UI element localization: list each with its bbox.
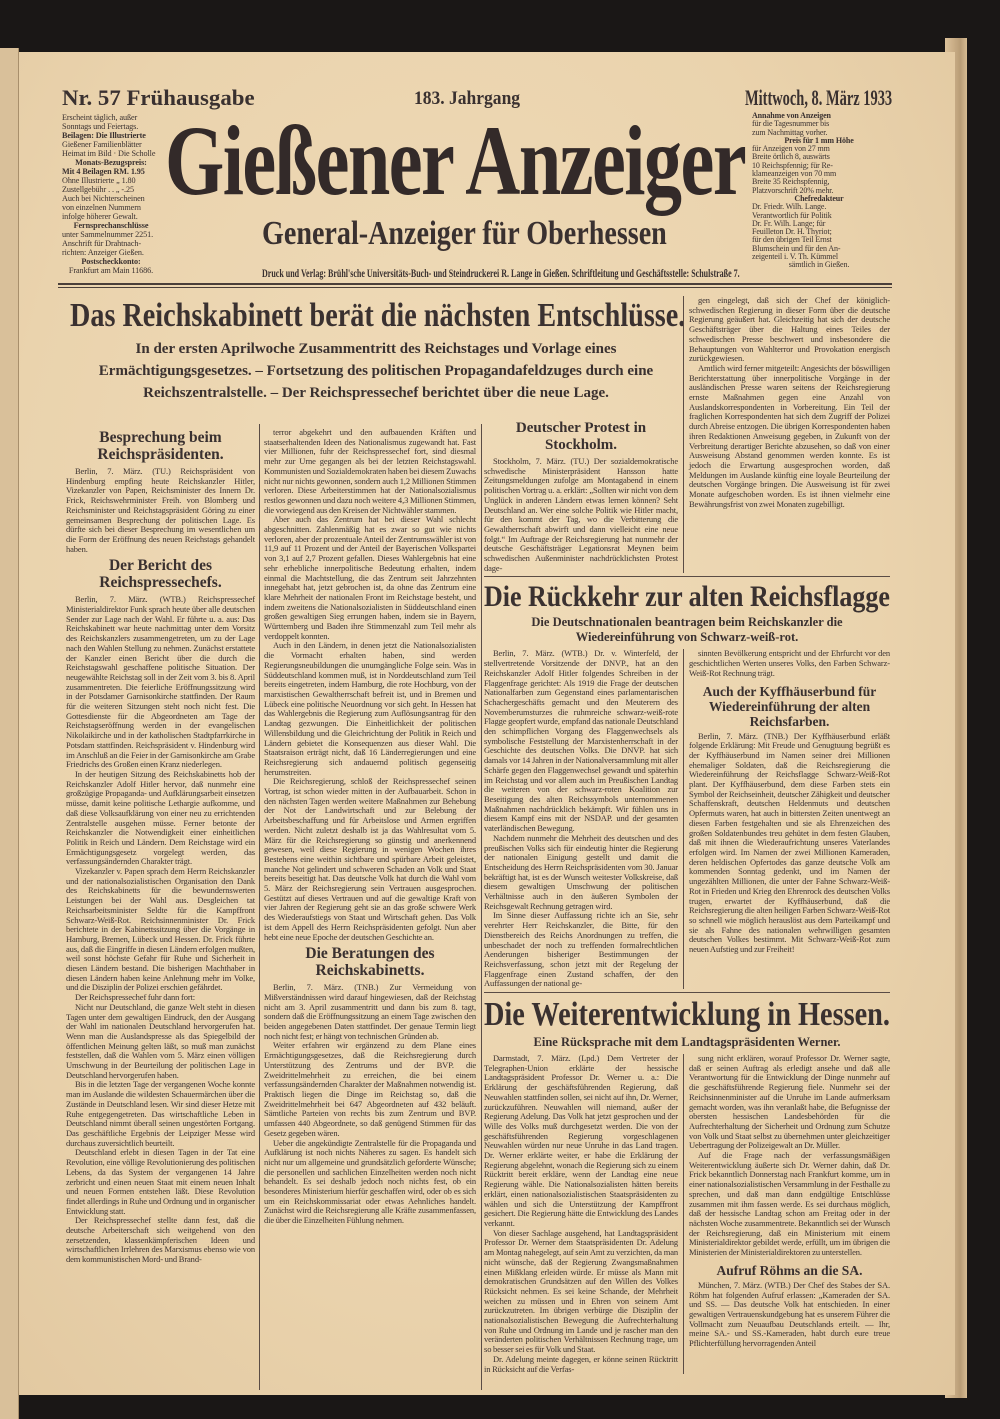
info-line: Frankfurt am Main 11686. bbox=[68, 266, 154, 275]
info-line: für den übrigen Teil Ernst bbox=[752, 235, 832, 245]
info-line: Postscheckkonto: bbox=[81, 257, 141, 266]
article-heading: Der Bericht des Reichspressechefs. bbox=[99, 557, 222, 592]
info-line: Anschrift für Drahtnach- bbox=[62, 239, 141, 248]
info-line: Heimat im Bild · Die Scholle bbox=[62, 149, 156, 158]
info-line: für die Tagesnummer bis bbox=[752, 119, 830, 129]
info-line: sämtlich in Gießen. bbox=[788, 260, 850, 270]
paragraph: Berlin, 7. März. (WTB.) Dr. v. Winterfeld, der stellvertretende Vorsitzende der DNVP., hat an den Reichskanzler Adolf Hitler folgendes Schreiben in der Flaggenfrage gerichtet: Als 1919 die Frage der deutschen Nationalfarben zum Gegenstand eines parlamentarischen Schachergeschäfts gemacht und den Meuterern des Novemberumsturzes die ruhmreiche schwarz-weiß-rote Flagge geopfert wurde, empfand das nationale Deutschland den schimpflichen Vorgang des Flaggenwechsels als symbolische Feststellung der Marxistenherrschaft in der Geschichte des deutschen Volks. Die DNVP. hat sich damals vor 14 Jahren in der Nationalversammlung mit aller Schärfe gegen den Flaggenwechsel gewandt und späterhin im Reichstag und vor allem auch im Preußischen Landtag die weiteren von der schwarz-roten Koalition zur Beseitigung des alten Reichssymbols unternommenen Maßnahmen nachdrücklich bekämpft. Wir fühlen uns in diesem Kampf eins mit der NSDAP. und der gesamten vaterländischen Bewegung. bbox=[484, 648, 678, 834]
paragraph: Berlin, 7. März. (TNB.) Zur Vermeidung von Mißverständnissen wird darauf hingewiesen, daß der Reichstag nicht am 3. April zusammentritt und dann bis zum 8. tagt, sondern daß die Eröffnungssitzung an einem Tage zwischen den beiden angegebenen Daten stattfindet. Der genaue Termin liegt noch nicht fest; er hängt von technischen Gründen ab. bbox=[264, 982, 476, 1041]
paragraph: Ueber die angekündigte Zentralstelle für die Propaganda und Aufklärung ist noch nichts Näheres zu sagen. Es handelt sich nicht nur um allgemeine und grundsätzlich geforderte Wünsche; die personellen und sachlichen Einzelheiten werden noch nicht behandelt. Es sei deshalb jedoch noch nichts fest, ob ein besonderes Ministerium hierfür geschaffen wird, oder ob es sich um ein Reichskommissariat oder etwas Aehnliches handelt. Zunächst wird die Reichsregierung alle Kräfte zusammenfassen, die über die Einzelheiten Fühlung nehmen. bbox=[264, 1137, 476, 1226]
paragraph: München, 7. März. (WTB.) Der Chef des Stabes der SA. Röhm hat folgenden Aufruf erlassen: „Kameraden der SA. und SS. — Das deutsche Volk hat entschieden. In einer gewaltigen Vertrauenskundgebung hat es unserem Führer die Vollmacht zum Neuaufbau Deutschlands erteilt. — Ihr, meine SA.- und SS.-Kameraden, habt durch eure treue Pflichterfüllung hervorragenden Anteil bbox=[689, 1279, 890, 1349]
advertising-info bbox=[752, 112, 886, 270]
issue-number-text: Nr. 57 Frühausgabe bbox=[62, 85, 255, 110]
info-line: Annahme von Anzeigen bbox=[752, 111, 831, 120]
paragraph: Nachdem nunmehr die Mehrheit des deutschen und des preußischen Volks sich für eindeutig hinter die Regierung der nationalen Einigung gestellt und damit die Entscheidung des Herrn Reichspräsidenten vom 30. Januar bekräftigt hat, ist es der Wunsch weitester Volkskreise, daß diesem gewaltigen Umschwung der politischen Verhältnisse auch in den äußeren Symbolen der Reichsgewalt Rechnung getragen wird. bbox=[484, 832, 678, 911]
info-line: Zustellgebühr . . „ -.25 bbox=[62, 185, 134, 194]
info-line: Dr. Friedr. Wilh. Lange. bbox=[752, 202, 827, 212]
paragraph: Die Reichsregierung, schloß der Reichspressechef seinen Vortrag, ist schon wieder mitten in der Aufbauarbeit. Schon in den nächsten Tagen werden weitere Maßnahmen zur Behebung der Not der Landwirtschaft und zur Belebung der Arbeitsbeschaffung und für Arbeitslose und Armen ergriffen werden. Nicht zuletzt deshalb ist ja das Wahlresultat vom 5. März für die Reichsregierung so günstig und anerkennend gewesen, weil diese Regierung in wenigen Wochen ihres Bestehens eine weithin sichtbare und spürbare Arbeit geleistet, manche Not gelindert und schweren Schaden an Volk und Staat bereits beseitigt hat. Das deutsche Volk hat durch die Wahl vom 5. März der Reichsregierung sein Vertrauen ausgesprochen. Gestützt auf dieses Vertrauen und auf die gewaltige Kraft von vier Jahren der Regierung geht sie an das große schwere Werk des Wiederaufstiegs von Staat und Wirtschaft gehen. Das Volk ist dem Appell des Herrn Reichspräsidenten gefolgt. Nun aber hebt eine neue Epoche der deutschen Geschichte an. bbox=[264, 776, 476, 942]
info-line: Dr. Fr. Wilh. Lange; für bbox=[752, 218, 826, 228]
info-line: Blumschein und für den An- bbox=[752, 243, 841, 253]
paragraph: Auch in den Ländern, in denen jetzt die Nationalsozialisten die Vormacht erhalten haben, sind werden Regierungsneubildungen die unumgängliche Folge sein. Was in Süddeutschland kommen muß, ist in Norddeutschland zum Teil bereits eingetreten, indem Hamburg, die rote Hochburg, von der marxistischen Gewaltherrschaft befreit ist, und in Bremen und Lübeck eine politische Neuordnung vor sich geht. In Hessen hat das Wahlergebnis die Regierung zum Auflösungsantrag für den Landtag gezwungen. Die Einheitlichkeit der politischen Willensbildung und die Gleichrichtung der Politik in Reich und Ländern gebietet die Konsequenzen aus dieser Wahl. Die Staatsraison erträgt nicht, daß 16 Länderregierungen und eine Reichsregierung sich andauernd politisch gegenseitig herumstreiten. bbox=[264, 640, 476, 777]
volume-year-text: 183. Jahrgang bbox=[414, 88, 521, 109]
newspaper-subtitle bbox=[262, 214, 667, 254]
imprint-text: Druck und Verlag: Brühl'sche Universitäts-Buch- und Steindruckerei R. Lange in Gießen. Schriftleitung und Geschäftsstelle: Schulstraße 7. bbox=[262, 266, 740, 280]
info-line: Monats-Bezugspreis: bbox=[75, 158, 147, 167]
issue-date bbox=[745, 86, 892, 110]
article-body bbox=[689, 296, 890, 509]
info-line: Breite örtlich 8, auswärts bbox=[752, 152, 830, 162]
info-line: Chefredakteur bbox=[794, 193, 844, 203]
info-line: Erscheint täglich, außer bbox=[62, 113, 138, 122]
paragraph: Darmstadt, 7. März. (Lpd.) Dem Vertreter der Telegraphen-Union erklärte der hessische Landtagspräsident Professor Dr. Werner u. a.: Die Erklärung der geschäftsführenden Regierung, daß Neuwahlen stattfinden sollen, sei nicht auf ihn, Dr. Werner, zurückzuführen. Neuwahlen will niemand, außer der Regierung Adelung. Das Volk hat jetzt gesprochen und der Wille des Volks muß durchgesetzt werden. Die von der geschäftsführenden Regierung vorgeschlagenen Neuwahlen würden nur neue Unruhe in das Land tragen. Dr. Werner erklärte weiter, er habe die Erklärung der Regierung abgelehnt, wonach die Regierung sich zu einem Rücktritt bereit erkläre, wenn der Landtag eine neue Regierung wähle. Die Nationalsozialisten hätten bereits erklärt, einen nationalsozialistischen Staatspräsidenten zu wählen und sich die Unterstützung der Kampffront gesichert. Die Regierung hätte die Entwicklung des Landes verkannt. bbox=[484, 1053, 678, 1228]
info-line: Ohne Illustrierte „ 1.80 bbox=[62, 176, 136, 185]
paragraph: sung nicht erklären, worauf Professor Dr. Werner sagte, daß er seinen Auftrag als erledigt ansehe und daß alle Verantwortung für die Entwicklung der Dinge nunmehr auf die geschäftsführende Regierung fiele. Nunmehr sei der Reichsinnenminister auf die Unruhe im Lande aufmerksam gemacht worden, was ihn veranlaßt habe, die Befugnisse der obersten hessischen Landesbehörden für die Aufrechterhaltung der Sicherheit und Ordnung zum Schutze von Volk und Staat selbst zu übernehmen unter gleichzeitiger Uebertragung der Polizeigewalt an Dr. Müller. bbox=[689, 1053, 890, 1151]
subscription-info bbox=[62, 113, 160, 275]
info-line: Preis für 1 mm Höhe bbox=[784, 135, 854, 145]
paragraph: Nicht nur Deutschland, die ganze Welt steht in diesen Tagen unter dem gewaltigen Eindruck, den der Ausgang der Wahl im nationalen Deutschland hervorgerufen hat. Wenn man die Auslandspresse als das Spiegelbild der öffentlichen Meinung gelten läßt, so muß man zunächst feststellen, daß die Wahlen vom 5. März einen völligen Umschwung in der Beurteilung der politischen Lage in Deutschland hervorgerufen haben. bbox=[66, 1001, 255, 1080]
article-heading: Auch der Kyffhäuserbund für Wiedereinführung der alten Reichsfarben. bbox=[702, 683, 877, 729]
flag-headline bbox=[484, 579, 890, 615]
paragraph: gen eingelegt, daß sich der Chef der königlich-schwedischen Regierung in dieser Form über die deutsche Regierung geäußert hat. Gleichzeitig hat sich der deutsche Geschäftsträger über die Haltung eines Teiles der schwedischen Presse beschwert und insbesondere die Behauptungen von Wahlterror und Provokation energisch zurückgewiesen. bbox=[689, 295, 890, 364]
paragraph: Vizekanzler v. Papen sprach dem Herrn Reichskanzler und der nationalsozialistischen Organisation den Dank des Reichskabinetts für die bewundernswerten Leistungen bei der Wahl aus. Desgleichen tat Reichsarbeitsminister Seldte für die Kampffront Schwarz-Weiß-Rot. Reichsinnenminister Dr. Frick berichtete in der Kabinettssitzung über die Vorgänge in Hamburg, Bremen, Lübeck und Hessen. Dr. Frick führte aus, daß die Eingriffe in diesen Ländern erfolgen mußten, weil sonst höchste Gefahr für Ruhe und Sicherheit in diesen Ländern bestand. Die bisherigen Machthaber in diesen Ländern haben keine Anlehnung mehr im Volke, und die Disziplin der Polizei erschien gefährdet. bbox=[66, 866, 255, 993]
flag-headline-text: Die Rückkehr zur alten Reichsflagge bbox=[484, 580, 890, 614]
stockholm-article bbox=[484, 296, 683, 573]
paragraph: Aber auch das Zentrum hat bei dieser Wahl schlecht abgeschnitten. Zahlenmäßig hat es zwar so gut wie nichts verloren, aber der prozentuale Anteil der Zentrumswähler ist von 11,9 auf 11 Prozent und der Anteil der Bayerischen Volkspartei von 3,1 auf 2,7 Prozent gefallen. Dieses Wahlergebnis hat eine sehr erhebliche innerpolitische Bedeutung erhalten, indem einmal die Machtstellung, die das Zentrum seit Jahrzehnten innegehabt hat, jetzt gebrochen ist, da ohne das Zentrum eine klare Mehrheit der nationalen Front im Reichstage besteht, und indem zweitens die Nationalsozialisten in Süddeutschland einen großen gewaltigen Sieg errungen haben, indem sie in Bayern, Württemberg und Baden ihre Stimmenzahl zum Teil mehr als verdoppelt konnten. bbox=[264, 514, 476, 641]
newspaper-title bbox=[165, 105, 746, 216]
info-line: zum Nachmittag vorher. bbox=[752, 127, 828, 137]
info-line: von einzelnen Nummern bbox=[62, 203, 141, 212]
stockholm-continued bbox=[683, 296, 890, 573]
paragraph: Dr. Adelung meinte dagegen, er könne seinen Rücktritt in Rücksicht auf die Verfas- bbox=[484, 1353, 678, 1374]
title-text: Gießener Anzeiger bbox=[165, 105, 746, 216]
paragraph: sinnten Bevölkerung entspricht und der Ehrfurcht vor den geschichtlichen Werten unseres Volks, den Farben Schwarz-Weiß-Rot Rechnung trägt. bbox=[689, 648, 890, 678]
column-2 bbox=[264, 428, 476, 1226]
info-line: Beilagen: Die Illustrierte bbox=[62, 131, 146, 140]
info-line: infolge höherer Gewalt. bbox=[62, 212, 138, 221]
issue-date-text: Mittwoch, 8. März 1933 bbox=[745, 85, 893, 110]
imprint-line bbox=[262, 264, 740, 282]
info-line: richten: Anzeiger Gießen. bbox=[62, 248, 144, 257]
right-area bbox=[484, 296, 890, 1374]
article-body bbox=[66, 595, 255, 1265]
flag-deck: Die Deutschnationalen beantragen beim Reichskanzler die Wiedereinführung von Schwarz-weiß-rot. bbox=[531, 615, 843, 645]
lead-deck: In der ersten Aprilwoche Zusammentritt des Reichstages und Vorlage eines Ermächtigungsgesetzes. – Fortsetzung des politischen Propagandafeldzuges durch eine Reichszentralstelle. – Der Reichspressechef berichtet über die neue Lage. bbox=[98, 341, 654, 401]
paragraph: Von dieser Sachlage ausgehend, hat Landtagspräsident Professor Dr. Werner dem Staatspräsidenten Dr. Adelung am Montag nahegelegt, auf sein Amt zu verzichten, da man nicht wünsche, daß der Regierung Zwangsmaßnahmen einen Mißklang erleiden würde. Er müsse als Mann mit demokratischen Grundsätzen auf den Willen des Volkes Rücksicht nehmen. Es sei keine Schande, der Mehrheit weichen zu müssen und in Ehren von seinem Amt zurückzutreten. Im übrigen verbürge die Disziplin der nationalsozialistischen Bewegung die Aufrechterhaltung von Ruhe und Ordnung im Lande und je rascher man den veränderten politischen Verhältnissen Rechnung trage, um so besser sei es für Volk und Staat. bbox=[484, 1227, 678, 1355]
info-line: Breite 35 Reichspfennig, bbox=[752, 177, 830, 187]
paragraph: terror abgekehrt und den aufbauenden Kräften und staatserhaltenden Ideen des Nationalismus zugewandt hat. Fast vier Millionen, fuhr der Reichspressechef fort, sind diesmal mehr zur Urne gegangen als bei der letzten Reichstagswahl. Kommunisten und Sozialdemokraten haben bei diesem Zuwachs nicht nur nichts gewonnen, sondern auch 1,2 Millionen Stimmen verloren. Diese Arbeiterstimmen hat der Nationalsozialismus restlos gewonnen und dazu noch weitere 4,3 Millionen Stimmen, die vorwiegend aus den Kreisen der Nichtwähler stammen. bbox=[264, 427, 476, 515]
paragraph: Bis in die letzten Tage der vergangenen Woche konnte man im Auslande die wildesten Schauermärchen über die Zustände in Deutschland lesen. Wir sind dieser Hetze mit Ruhe entgegengetreten. Das wirtschaftliche Leben in Deutschland nimmt überall seinen ungestörten Fortgang. Das geschäftliche Ergebnis der Leipziger Messe wird durchaus zuversichtlich beurteilt. bbox=[66, 1079, 255, 1148]
paragraph: Der Reichspressechef stellte dann fest, daß die deutsche Arbeiterschaft sich weitgehend von den zersetzenden, klassenkämpferischen Ideen und wirtschaftlichen Irrlehren des Marxismus ebenso wie von dem kommunistischen Mord- und Brand- bbox=[66, 1215, 255, 1265]
masthead-rule-thin bbox=[58, 287, 892, 288]
article-body bbox=[689, 649, 890, 678]
article-heading: Die Beratungen des Reichskabinetts. bbox=[305, 945, 435, 980]
article-body bbox=[264, 983, 476, 1226]
column-rule bbox=[259, 424, 260, 1390]
info-line: Verantwortlich für Politik bbox=[752, 210, 832, 220]
article-body bbox=[484, 649, 678, 989]
article-heading: Besprechung beim Reichspräsidenten. bbox=[97, 429, 224, 463]
article-heading: Deutscher Protest in Stockholm. bbox=[515, 420, 647, 453]
info-line: unter Sammelnummer 2251. bbox=[62, 230, 154, 239]
paragraph: Amtlich wird ferner mitgeteilt: Angesichts der böswilligen Berichterstattung über innerpolitische Vorgänge in der ausländischen Presse waren seitens der Reichsregierung ernste Maßnahmen gegen eine Anzahl von Auslandskorrespondenten in Vorbereitung. Ein Teil der fraglichen Korrespondenten hat sich dem Zugriff der Polizei durch Abreise entzogen. Die übrigen Korrespondenten haben ihren Redaktionen Anweisung gegeben, in Zukunft von der Verbreitung derartiger Berichte abzusehen, so daß von einer Ausweisung Abstand genommen werden konnte. Es ist jedoch die Erwartung ausgesprochen worden, daß Meldungen im Auslande künftig eine loyale Beurteilung der deutschen Vorgänge bringen. Die Ausweisung ist für zwei Monate aufgeschoben worden. Es ist ihnen vielmehr eine Bewährungsfrist von zwei Monaten zugebilligt. bbox=[689, 362, 890, 509]
hessen-column-right bbox=[683, 1054, 890, 1374]
article-body bbox=[484, 1054, 678, 1374]
article-body bbox=[689, 1281, 890, 1349]
paragraph: Berlin, 7. März. (TU.) Reichspräsident von Hindenburg empfing heute Reichskanzler Hitler, Vizekanzler von Papen, Reichsminister des Innern Dr. Frick, Reichswehrminister Freih. von Blomberg und Reichsminister und Reichstagspräsident Göring zu einer gemeinsamen Besprechung der politischen Lage. Es dürfte sich bei dieser Besprechung im wesentlichen um die Form der Eröffnung des neuen Reichstags gehandelt haben. bbox=[66, 466, 255, 554]
article-body bbox=[66, 467, 255, 554]
info-line: Gießener Familienblätter bbox=[62, 140, 142, 149]
adjacent-page-edge bbox=[0, 48, 19, 1419]
paragraph: Auf die Frage nach der verfassungsmäßigen Weiterentwicklung äußerte sich Dr. Werner dahin, daß Dr. Frick bekanntlich Donnerstag nach Frankfurt komme, um in einer nationalsozialistischen Versammlung in der Festhalle zu sprechen, und daß man dann endgültige Entschlüsse zusammen mit ihm fassen werde. Es sei durchaus möglich, daß der hessische Landtag schon am Freitag oder in der nächsten Woche zusammentrete. Bekanntlich sei der Wunsch der Reichsregierung, daß ein Ministerium mit einem Ministerialdirektor gebildet werde, erfüllt, um im übrigen die Ministerien der Ministerialdirektoren zu unterstellen. bbox=[689, 1150, 890, 1258]
info-line: Sonntags und Feiertags. bbox=[62, 122, 139, 131]
info-line: Platzvorschrift 20% mehr. bbox=[752, 185, 834, 195]
hessen-headline bbox=[484, 995, 890, 1035]
masthead-rule bbox=[58, 283, 892, 285]
column-1 bbox=[66, 426, 255, 1265]
article-heading: Aufruf Röhms an die SA. bbox=[716, 1262, 863, 1278]
section-rule bbox=[484, 992, 890, 993]
flag-column-right bbox=[683, 649, 890, 989]
info-line: Auch bei Nichterscheinen bbox=[62, 194, 145, 203]
hessen-headline-text: Die Weiterentwicklung in Hessen. bbox=[484, 996, 890, 1034]
subtitle-text: General-Anzeiger für Oberhessen bbox=[262, 215, 667, 252]
column-rule bbox=[481, 424, 482, 1390]
article-body bbox=[689, 1054, 890, 1258]
info-line: klameanzeigen von 70 mm bbox=[752, 169, 837, 179]
lead-headline-text: Das Reichskabinett berät die nächsten Entschlüsse. bbox=[70, 297, 686, 334]
hessen-column-left bbox=[484, 1054, 683, 1374]
flag-column-left bbox=[484, 649, 683, 989]
paragraph: Deutschland erlebt in diesen Tagen in der Tat eine Revolution, eine völlige Revolutionierung des politischen Lebens, da das System der vergangenen 14 Jahre zerbricht und einen neuen Staat mit einem neuen Inhalt und neuen Formen entstehen läßt. Diese Revolution findet allerdings in Ruhe und Ordnung und in organischer Entwicklung statt. bbox=[66, 1147, 255, 1216]
info-line: Feuilleton Dr. H. Thyriot; bbox=[752, 227, 832, 237]
paragraph: Im Sinne dieser Auffassung richte ich an Sie, sehr verehrter Herr Reichskanzler, die Bitte, für den Dienstbereich des Reichs Anordnungen zu treffen, die unbeschadet der noch zu treffenden formalrechtlichen Aenderungen bisheriger Bestimmungen der Reichsverfassung, schon jetzt mit der Regelung der Flaggenfrage einen Zustand schaffen, der den Auffassungen der national ge- bbox=[484, 910, 678, 989]
paragraph: Stockholm, 7. März. (TU.) Der sozialdemokratische schwedische Ministerpräsident Hansson hatte Zeitungsmeldungen zufolge am Montagabend in einem politischen Vortrag u. a. erklärt: „Sollten wir nicht von dem Unglück in anderen Ländern etwas lernen können? Seht Deutschland an. Wer eine solche Politik wie Hitler macht, für den kommt der Tag, wo die Verbitterung die Gewaltherrschaft abwirft und dann vielleicht eine neue folgt.“ Im Auftrage der Reichsregierung hat nunmehr der deutsche Geschäftsträger Legationsrat Meynen beim schwedischen Außenminister nachdrücklichsten Protest dage- bbox=[484, 456, 678, 573]
paragraph: Berlin, 7. März. (WTB.) Reichspressechef Ministerialdirektor Funk sprach heute über alle deutschen Sender zur Lage nach der Wahl. Er führte u. a. aus: Das Reichskabinett war heute nachmittag unter dem Vorsitz des Reichskanzlers zusammengetreten, um zu der Lage nach den Wahlen Stellung zu nehmen. Zunächst erstattete der Kanzler einen Bericht über die durch die Reichstagswahl geschaffene politische Situation. Der neugewählte Reichstag soll in der Zeit vom 3. bis 8. April zusammentreten. Die feierliche Eröffnungssitzung wird in der Potsdamer Garnisonkirche stattfinden. Der Raum für die weiteren Sitzungen steht noch nicht fest. Die Gottesdienste für die Abgeordneten am Tage der Reichstagseröffnung werden in der evangelischen Nikolaikirche und in der katholischen Stadtpfarrkirche in Potsdam stattfinden. Reichspräsident v. Hindenburg wird im Anschluß an die Feier in der Garnisonkirche am Grabe Friedrichs des Großen einen Kranz niederlegen. bbox=[66, 594, 255, 770]
info-line: Fernsprechanschlüsse bbox=[73, 221, 149, 230]
paragraph: Berlin, 7. März. (TNB.) Der Kyffhäuserbund erläßt folgende Erklärung: Mit Freude und Genugtuung begrüßt es der Kyffhäuserbund im Namen seiner drei Millionen ehemaliger Soldaten, daß die Reichsregierung die Wiedereinführung der Reichsflagge Schwarz-Weiß-Rot plant. Der Kyffhäuserbund, dem diese Farben stets ein Symbol der Reichseinheit, deutscher Zähigkeit und deutscher Schaffenskraft, deutschen Heldenmuts und deutschen Opfermuts waren, hat auch in bittersten Zeiten unentwegt an diesen Farben festgehalten und sie als Ehrenzeichen des großen Soldatenbundes treu gehütet in dem festen Glauben, daß mit ihnen die Wiederaufrichtung unseres Vaterlandes erfolgen wird. Im Namen der zwei Millionen Kameraden, deren heldischen Opfertodes das ganze deutsche Volk am kommenden Sonntag gedenkt, und im Namen der ungezählten Millionen, die unter der Fahne Schwarz-Weiß-Rot in Frieden und Krieg den Ehrenrock des deutschen Volks trugen, erwartet der Kyffhäuserbund, daß die Reichsregierung die alten heiligen Farben Schwarz-Weiß-Rot so schnell wie möglich herauslöst aus dem Parteikampf und sie als Fahne des nationalen wehrwilligen gesamten deutschen Volkes bestimmt. Mit Schwarz-Weiß-Rot zum neuen Aufstieg und zur Freiheit! bbox=[689, 730, 890, 955]
section-rule bbox=[484, 576, 890, 577]
article-body bbox=[689, 732, 890, 955]
paragraph: Weiter erfahren wir ergänzend zu dem Plane eines Ermächtigungsgesetzes, daß die Reichsregierung durch Unterstützung des Zentrums und der BVP. die Zweidrittelmehrheit zu erreichen, die bei einem verfassungsändernden Charakter der Maßnahmen notwendig ist. Praktisch liegen die Dinge im Reichstag so, daß die Zweidrittelmehrheit bei 647 Abgeordneten auf 432 beläuft. Sämtliche Parteien von rechts bis zum Zentrum und BVP. umfassen 440 Abgeordnete, so daß genügend Stimmen für das Gesetz gegeben wären. bbox=[264, 1040, 476, 1138]
info-line: 10 Reichspfennig; für Re- bbox=[752, 160, 833, 170]
info-line: für Anzeigen von 27 mm bbox=[752, 144, 830, 154]
hessen-deck: Eine Rücksprache mit dem Landtagspräsidenten Werner. bbox=[533, 1035, 841, 1050]
paragraph: Der Reichspressechef fuhr dann fort: bbox=[75, 992, 196, 1003]
info-line: Mit 4 Beilagen RM. 1.95 bbox=[62, 167, 145, 176]
info-line: zeigenteil i. V. Th. Kümmel bbox=[752, 252, 838, 262]
paragraph: In der heutigen Sitzung des Reichskabinetts hob der Reichskanzler Adolf Hitler hervor, daß nunmehr eine großzügige Propaganda- und Aufklärungsarbeit einsetzen müsse, damit keine politische Lethargie aufkomme, und daß diese Volksaufklärung von einer neu zu errichtenden Zentralstelle ausgehen müsse. Ferner betonte der Reichskanzler die Notwendigkeit einer einheitlichen Politik in Reich und Ländern. Dem Reichstage wird ein Ermächtigungsgesetz vorgelegt werden, das verfassungsändernden Charakter trägt. bbox=[66, 768, 255, 867]
article-body bbox=[264, 428, 476, 942]
